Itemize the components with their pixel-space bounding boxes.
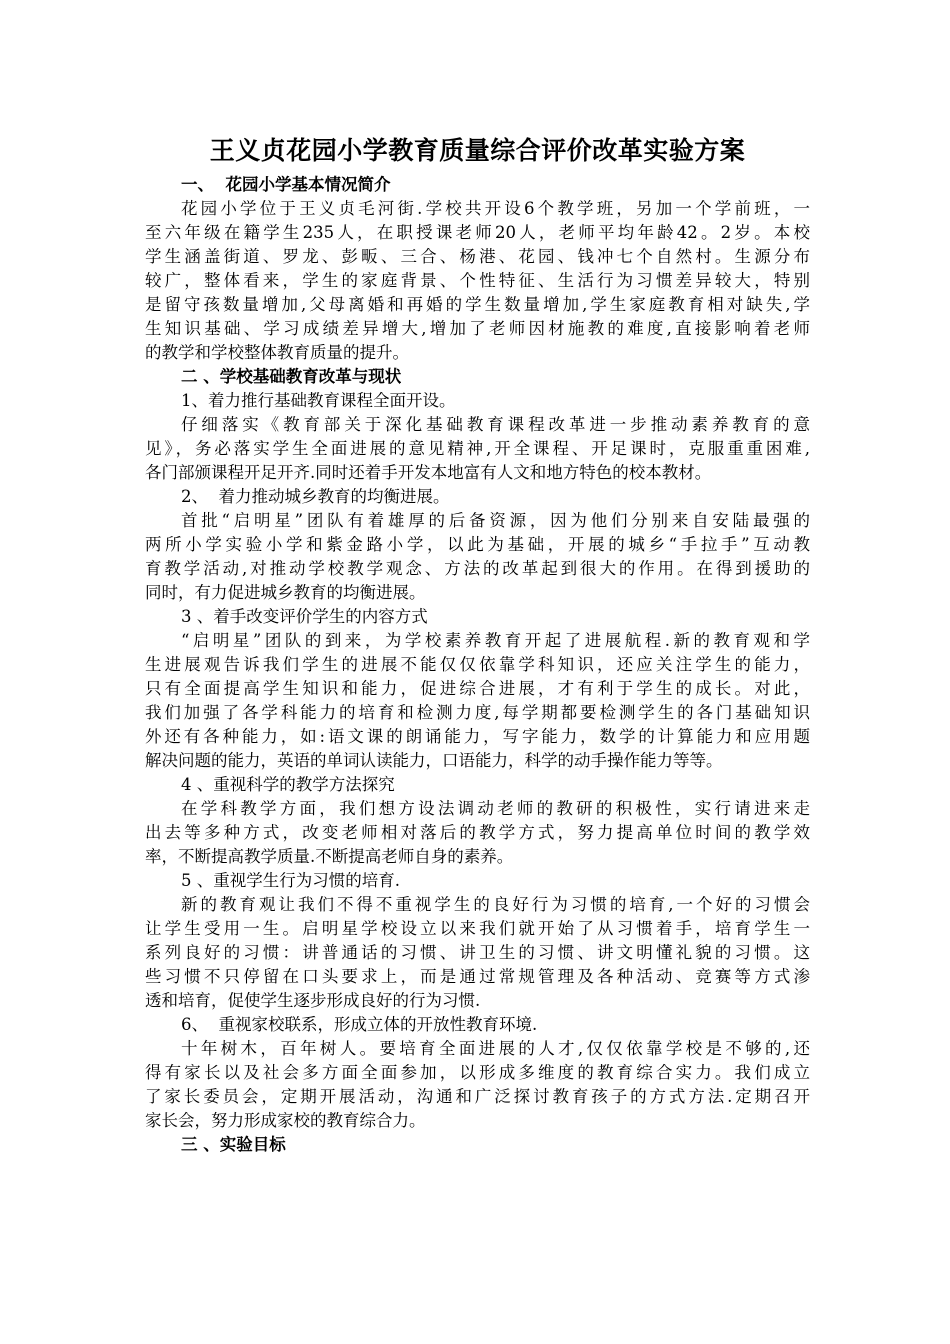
paragraph-line: 学生涵盖街道、罗龙、彭畈、三合、杨港、花园、钱冲七个自然村。生源分布 [145,247,810,266]
paragraph [145,893,810,1013]
paragraph [145,1037,810,1133]
paragraph-line: 新的教育观让我们不得不重视学生的良好行为习惯的培育,一个好的习惯会 [181,895,810,914]
section-heading: 一、 花园小学基本情况简介 [181,175,391,194]
paragraph-line: 至六年级在籍学生235人，在职授课老师20人，老师平均年龄42。2岁。本校 [145,223,810,242]
paragraph [145,413,810,485]
paragraph-line: 仔细落实《教育部关于深化基础教育课程改革进一步推动素养教育的意 [181,415,810,434]
subheading: 4 、重视科学的教学方法探究 [181,775,395,794]
section-3 [145,1133,810,1157]
paragraph-line: 率，不断提高教学质量.不断提高老师自身的素养。 [145,847,514,866]
paragraph-line: 解决问题的能力，英语的单词认读能力，口语能力，科学的动手操作能力等等。 [145,751,723,770]
paragraph-line: 的教学和学校整体教育质量的提升。 [145,343,409,362]
subheading: 6、 重视家校联系，形成立体的开放性教育环境. [181,1015,538,1034]
paragraph [145,509,810,605]
paragraph-line: “启明星”团队的到来，为学校素养教育开起了进展航程.新的教育观和学 [181,631,810,650]
paragraph-line: 花园小学位于王义贞毛河街.学校共开设6个教学班，另加一个学前班，一 [181,199,810,218]
paragraph-line: 让学生受用一生。启明星学校设立以来我们就开始了从习惯着手，培育学生一 [145,919,810,938]
section-heading: 二 、学校基础教育改革与现状 [181,367,402,386]
paragraph [145,629,810,773]
paragraph-line: 透和培育，促使学生逐步形成良好的行为习惯. [145,991,481,1010]
paragraph [145,197,810,365]
section-heading: 三 、实验目标 [181,1135,286,1154]
paragraph-line: 十年树木，百年树人。要培育全面进展的人才,仅仅依靠学校是不够的,还 [181,1039,810,1058]
paragraph-line: 育教学活动,对推动学校教学观念、方法的改革起到很大的作用。在得到援助的 [145,559,810,578]
section-2 [145,365,810,1133]
paragraph-line: 见》，务必落实学生全面进展的意见精神,开全课程、开足课时，克服重重困难, [145,439,810,458]
paragraph-line: 些习惯不只停留在口头要求上，而是通过常规管理及各种活动、竞赛等方式渗 [145,967,810,986]
paragraph [145,797,810,869]
paragraph-line: 出去等多种方式，改变老师相对落后的教学方式，努力提高单位时间的教学效 [145,823,810,842]
paragraph-line: 了家长委员会，定期开展活动，沟通和广泛探讨教育孩子的方式方法.定期召开 [145,1087,810,1106]
document-title: 王义贞花园小学教育质量综合评价改革实验方案 [209,136,746,165]
paragraph-line: 两所小学实验小学和紫金路小学，以此为基础，开展的城乡“手拉手”互动教 [145,535,810,554]
section-1 [145,173,810,365]
paragraph-line: 外还有各种能力，如:语文课的朗诵能力，写字能力，数学的计算能力和应用题 [145,727,810,746]
paragraph-line: 家长会，努力形成家校的教育综合力。 [145,1111,426,1130]
paragraph-line: 是留守孩数量增加,父母离婚和再婚的学生数量增加,学生家庭教育相对缺失,学 [145,295,810,314]
subheading: 3 、着手改变评价学生的内容方式 [181,607,428,626]
paragraph-line: 首批“启明星”团队有着雄厚的后备资源，因为他们分别来自安陆最强的 [181,511,810,530]
paragraph-line: 较广，整体看来，学生的家庭背景、个性特征、生活行为习惯差异较大，特别 [145,271,810,290]
paragraph-line: 我们加强了各学科能力的培育和检测力度,每学期都要检测学生的各门基础知识 [145,703,810,722]
paragraph-line: 系列良好的习惯：讲普通话的习惯、讲卫生的习惯、讲文明懂礼貌的习惯。这 [145,943,810,962]
subheading: 1、着力推行基础教育课程全面开设。 [181,391,456,410]
document-page [145,133,810,1157]
paragraph-line: 只有全面提高学生知识和能力，促进综合进展，才有利于学生的成长。对此， [145,679,810,698]
paragraph-line: 各门部颁课程开足开齐.同时还着手开发本地富有人文和地方特色的校本教材。 [145,463,712,482]
paragraph-line: 得有家长以及社会多方面全面参加，以形成多维度的教育综合实力。我们成立 [145,1063,810,1082]
subheading: 5 、重视学生行为习惯的培育. [181,871,400,890]
paragraph-line: 同时，有力促进城乡教育的均衡进展。 [145,583,426,602]
paragraph-line: 生进展观告诉我们学生的进展不能仅仅依靠学科知识，还应关注学生的能力， [145,655,810,674]
paragraph-line: 在学科教学方面，我们想方设法调动老师的教研的积极性，实行请进来走 [181,799,810,818]
subheading: 2、 着力推动城乡教育的均衡进展。 [181,487,450,506]
paragraph-line: 生知识基础、学习成绩差异增大,增加了老师因材施教的难度,直接影响着老师 [145,319,810,338]
